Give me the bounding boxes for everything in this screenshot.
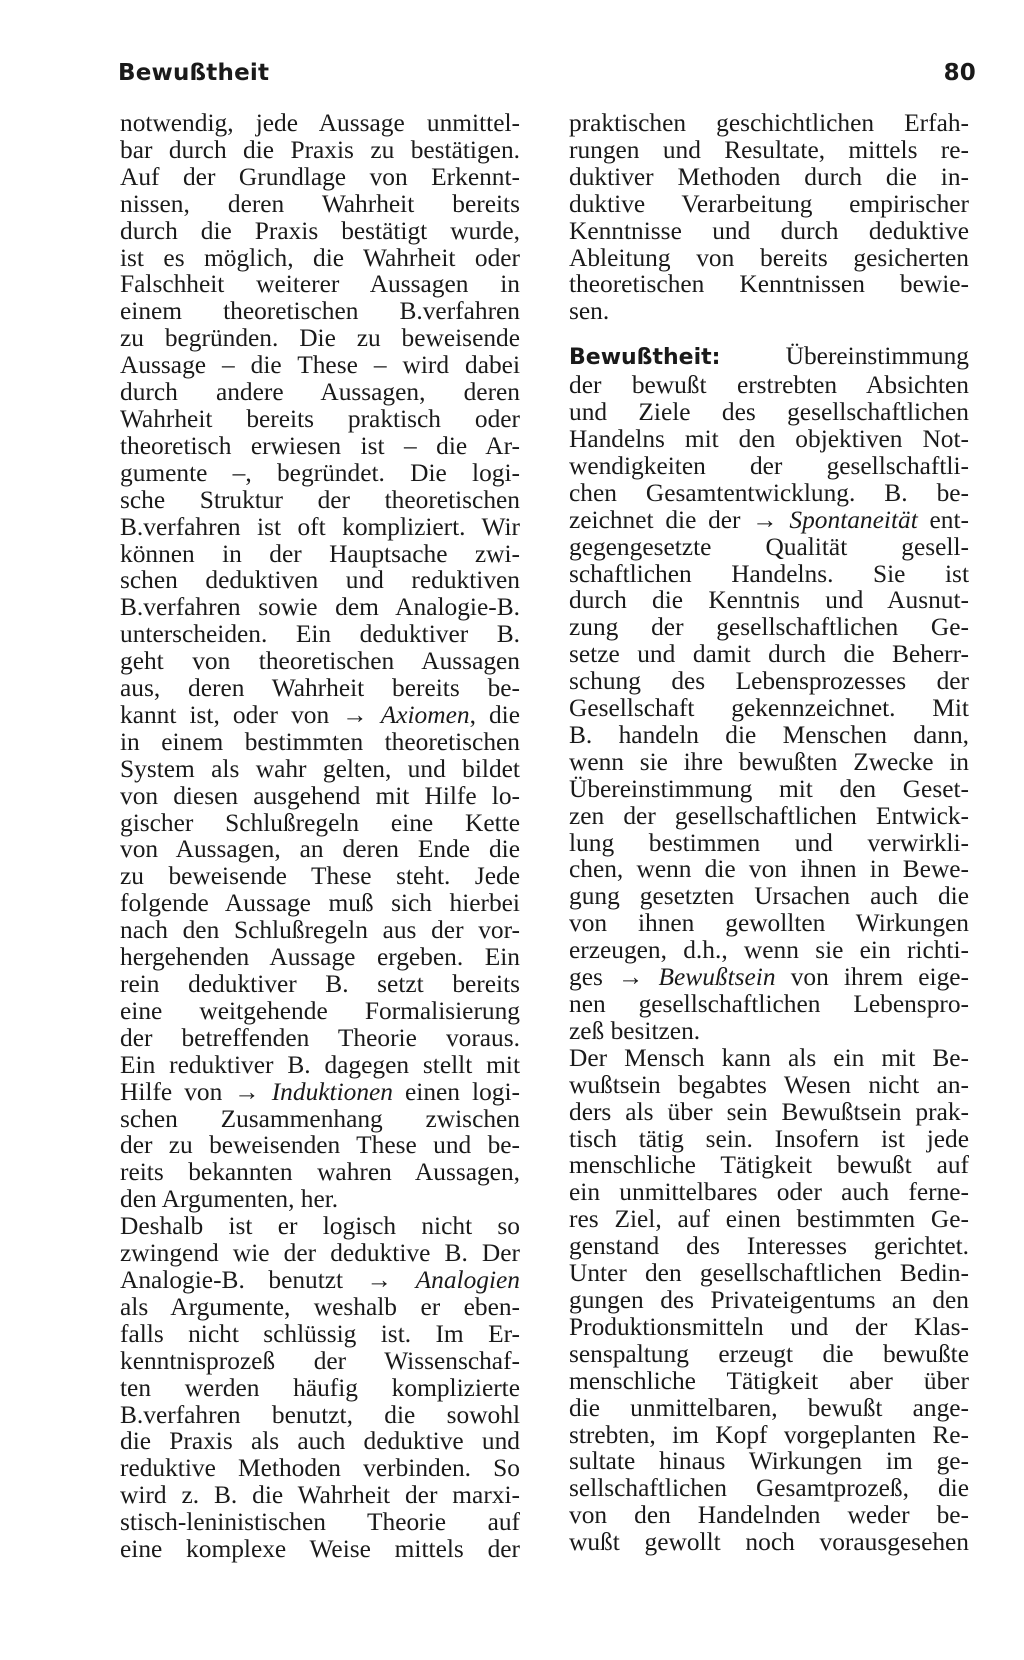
text-line: eine komplexe Weise mittels der bbox=[120, 1535, 520, 1564]
cross-reference-link[interactable]: Induktionen bbox=[271, 1077, 393, 1106]
text-line: und Ziele des gesellschaftlichen bbox=[569, 398, 969, 427]
text-line: duktive Verarbeitung empirischer bbox=[569, 189, 969, 218]
text-line: aus, deren Wahrheit bereits be- bbox=[120, 674, 520, 703]
text-line: Wahrheit bereits praktisch oder bbox=[120, 404, 520, 433]
text-line: Handelns mit den objektiven Not- bbox=[569, 424, 969, 453]
text-line: rein deduktiver B. setzt bereits bbox=[120, 970, 520, 998]
text-line: gungen des Privateigentums an den bbox=[569, 1285, 969, 1314]
entry-bewusstheit bbox=[569, 343, 969, 1556]
text-line: theoretischen Kenntnissen bewie- bbox=[569, 270, 969, 299]
text-line: strebten, im Kopf vorgeplanten Re- bbox=[569, 1420, 969, 1449]
text-line: einem theoretischen B.verfahren bbox=[120, 297, 520, 326]
text-line: stisch-leninistischen Theorie auf bbox=[120, 1508, 520, 1537]
text-line: B.verfahren sowie dem Analogie-B. bbox=[120, 593, 520, 622]
text-line: setze und damit durch die Beherr- bbox=[569, 640, 969, 669]
text-line: wußt gewollt noch vorausgesehen bbox=[569, 1528, 969, 1557]
cross-reference-link[interactable]: Analogien bbox=[415, 1265, 520, 1294]
text-line: können in der Hauptsache zwi- bbox=[120, 539, 520, 568]
right-column bbox=[569, 110, 969, 1556]
text-line: gegengesetzte Qualität gesell- bbox=[569, 532, 969, 561]
text-line: geht von theoretischen Aussagen bbox=[120, 647, 520, 676]
text-line: ten werden häufig komplizierte bbox=[120, 1373, 520, 1402]
text-line: Deshalb ist er logisch nicht so bbox=[120, 1212, 520, 1241]
text-line: notwendig, jede Aussage unmittel- bbox=[120, 109, 520, 137]
text-line: wenn sie ihre bewußten Zwecke in bbox=[569, 747, 969, 776]
text-line: schaftlichen Handelns. Sie ist bbox=[569, 559, 969, 588]
text-line: ein unmittelbares oder auch ferne- bbox=[569, 1178, 969, 1207]
text-line: die unmittelbaren, bewußt ange- bbox=[569, 1393, 969, 1422]
entry-keyword: Bewußtheit: bbox=[569, 345, 721, 371]
text-line: genstand des Interesses gerichtet. bbox=[569, 1232, 969, 1261]
text-line: der bewußt erstrebten Absichten bbox=[569, 371, 969, 400]
text-line: B. handeln die Menschen dann, bbox=[569, 720, 969, 749]
text-line: menschliche Tätigkeit aber über bbox=[569, 1366, 969, 1395]
text-line: chen Gesamtentwicklung. B. be- bbox=[569, 478, 969, 507]
text-line: von diesen ausgehend mit Hilfe lo- bbox=[120, 781, 520, 810]
text-line: falls nicht schlüssig ist. Im Er- bbox=[120, 1319, 520, 1348]
text-line: tisch tätig sein. Insofern ist jede bbox=[569, 1124, 969, 1153]
text-line: nach den Schlußregeln aus der vor- bbox=[120, 916, 520, 945]
text-line: schung des Lebensprozesses der bbox=[569, 667, 969, 696]
text-line: Falschheit weiterer Aussagen in bbox=[120, 270, 520, 299]
text-line: reits bekannten wahren Aussagen, bbox=[120, 1158, 520, 1187]
text-line: ders als über sein Bewußtsein prak- bbox=[569, 1097, 969, 1126]
page-number: 80 bbox=[943, 60, 976, 86]
text-line: reduktive Methoden verbinden. So bbox=[120, 1454, 520, 1483]
entry-separator bbox=[569, 325, 969, 343]
text-line: durch die Praxis bestätigt wurde, bbox=[120, 216, 520, 245]
text-line: Gesellschaft gekennzeichnet. Mit bbox=[569, 694, 969, 723]
text-line: zeichnet die der → Spontaneität ent- bbox=[569, 505, 969, 534]
text-line: eine weitgehende Formalisierung bbox=[120, 996, 520, 1025]
text-line: durch andere Aussagen, deren bbox=[120, 378, 520, 407]
text-line: zu beweisende These steht. Jede bbox=[120, 862, 520, 891]
text-line: gischer Schlußregeln eine Kette bbox=[120, 808, 520, 837]
text-line: Kenntnisse und durch deduktive bbox=[569, 216, 969, 245]
text-line: rungen und Resultate, mittels re- bbox=[569, 135, 969, 164]
text-line: in einem bestimmten theoretischen bbox=[120, 727, 520, 756]
text-line: menschliche Tätigkeit bewußt auf bbox=[569, 1151, 969, 1180]
text-line: der zu beweisenden These und be- bbox=[120, 1131, 520, 1160]
text-line: kenntnisprozeß der Wissenschaf- bbox=[120, 1346, 520, 1375]
text-line: Der Mensch kann als ein mit Be- bbox=[569, 1043, 969, 1072]
text-line: nen gesellschaftlichen Lebenspro- bbox=[569, 990, 969, 1018]
text-line: ges → Bewußtsein von ihrem eige- bbox=[569, 963, 969, 992]
entry-first-line-text: Übereinstimmung bbox=[785, 342, 969, 371]
text-line: zung der gesellschaftlichen Ge- bbox=[569, 613, 969, 642]
text-line: Unter den gesellschaftlichen Bedin- bbox=[569, 1259, 969, 1288]
text-line: System als wahr gelten, und bildet bbox=[120, 754, 520, 783]
text-line: Produktionsmitteln und der Klas- bbox=[569, 1312, 969, 1341]
previous-entry-continuation bbox=[569, 110, 969, 325]
text-line: Ein reduktiver B. dagegen stellt mit bbox=[120, 1050, 520, 1079]
text-line: Auf der Grundlage von Erkennt- bbox=[120, 162, 520, 191]
text-line: schen deduktiven und reduktiven bbox=[120, 566, 520, 595]
cross-reference-link[interactable]: Bewußtsein bbox=[658, 963, 776, 992]
text-line: wird z. B. die Wahrheit der marxi- bbox=[120, 1481, 520, 1510]
text-line: gumente –, begründet. Die logi- bbox=[120, 458, 520, 487]
text-line: sen. bbox=[569, 297, 610, 326]
text-line: nissen, deren Wahrheit bereits bbox=[120, 189, 520, 218]
text-line: von ihnen gewollten Wirkungen bbox=[569, 909, 969, 938]
text-line: schen Zusammenhang zwischen bbox=[120, 1104, 520, 1133]
text-line: von Aussagen, an deren Ende die bbox=[120, 835, 520, 864]
running-head: Bewußtheit bbox=[118, 60, 270, 86]
text-line: senspaltung erzeugt die bewußte bbox=[569, 1339, 969, 1368]
text-line: unterscheiden. Ein deduktiver B. bbox=[120, 620, 520, 649]
text-line: durch die Kenntnis und Ausnut- bbox=[569, 586, 969, 615]
text-line: Aussage – die These – wird dabei bbox=[120, 351, 520, 380]
text-line: res Ziel, auf einen bestimmten Ge- bbox=[569, 1205, 969, 1234]
text-line: praktischen geschichtlichen Erfah- bbox=[569, 109, 969, 137]
entry-first-line bbox=[569, 343, 969, 372]
text-line: chen, wenn die von ihnen in Bewe- bbox=[569, 855, 969, 884]
text-line: wußtsein begabtes Wesen nicht an- bbox=[569, 1070, 969, 1099]
text-line: sultate hinaus Wirkungen im ge- bbox=[569, 1447, 969, 1476]
text-line: als Argumente, weshalb er eben- bbox=[120, 1292, 520, 1321]
text-line: von den Handelnden weder be- bbox=[569, 1501, 969, 1530]
text-line: Hilfe von → Induktionen einen logi- bbox=[120, 1077, 520, 1106]
text-line: zu begründen. Die zu beweisende bbox=[120, 324, 520, 353]
text-line: wendigkeiten der gesellschaftli- bbox=[569, 451, 969, 480]
text-line: gung gesetzten Ursachen auch die bbox=[569, 882, 969, 911]
text-line: sche Struktur der theoretischen bbox=[120, 485, 520, 514]
text-line: theoretisch erwiesen ist – die Ar- bbox=[120, 431, 520, 460]
cross-reference-link[interactable]: Axiomen bbox=[380, 700, 470, 729]
left-column bbox=[120, 110, 520, 1563]
text-line: den Argumenten, her. bbox=[120, 1185, 339, 1214]
text-line: zwingend wie der deduktive B. Der bbox=[120, 1239, 520, 1268]
text-line: zen der gesellschaftlichen Entwick- bbox=[569, 801, 969, 830]
text-line: duktiver Methoden durch die in- bbox=[569, 162, 969, 191]
text-line: kannt ist, oder von → Axiomen, die bbox=[120, 700, 521, 729]
text-line: erzeugen, d.h., wenn sie ein richti- bbox=[569, 936, 969, 965]
cross-reference-link[interactable]: Spontaneität bbox=[789, 505, 918, 534]
text-line: zeß besitzen. bbox=[569, 1016, 701, 1045]
text-line: ist es möglich, die Wahrheit oder bbox=[120, 243, 520, 272]
text-line: sellschaftlichen Gesamtprozeß, die bbox=[569, 1474, 969, 1503]
text-line: hergehenden Aussage ergeben. Ein bbox=[120, 943, 520, 972]
text-line: Übereinstimmung mit den Geset- bbox=[569, 774, 969, 803]
text-line: folgende Aussage muß sich hierbei bbox=[120, 889, 520, 918]
text-line: die Praxis als auch deduktive und bbox=[120, 1427, 520, 1456]
page-header bbox=[118, 60, 976, 86]
text-line: B.verfahren benutzt, die sowohl bbox=[120, 1400, 520, 1429]
text-line: bar durch die Praxis zu bestätigen. bbox=[120, 135, 520, 164]
text-line: Ableitung von bereits gesicherten bbox=[569, 243, 969, 272]
text-line: der betreffenden Theorie voraus. bbox=[120, 1023, 520, 1052]
text-line: lung bestimmen und verwirkli- bbox=[569, 828, 969, 857]
text-line: Analogie-B. benutzt → Analogien bbox=[120, 1265, 520, 1294]
text-line: B.verfahren ist oft kompliziert. Wir bbox=[120, 512, 520, 541]
